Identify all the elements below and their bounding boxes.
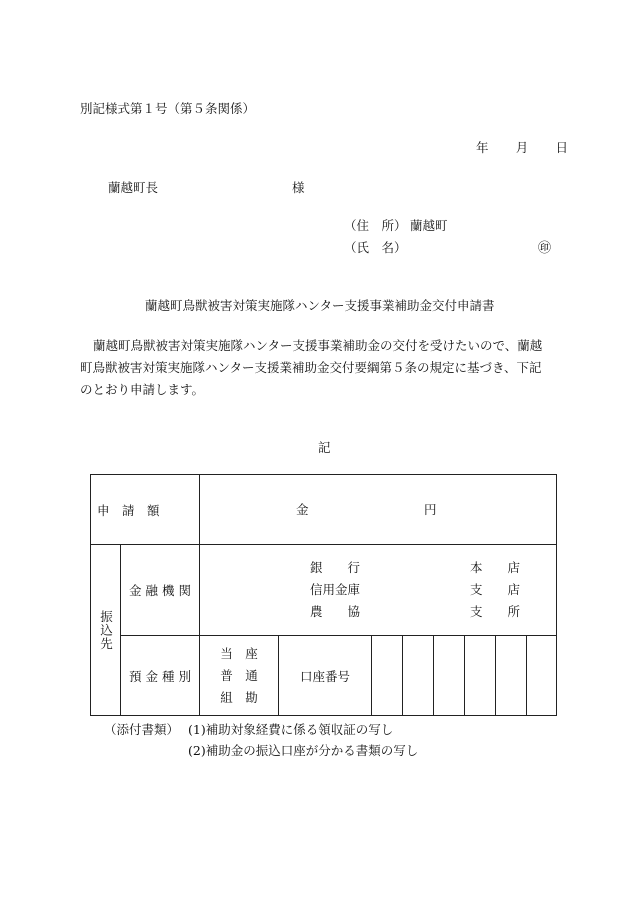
- attachment-item-2: (2)補助金の振込口座が分かる書類の写し: [188, 743, 419, 758]
- bank-label-cell: [121, 545, 200, 636]
- bank-type-shinkin: 信用金庫: [310, 582, 361, 597]
- transfer-label-cell: [91, 545, 121, 716]
- body-line-3: のとおり申請します。: [80, 382, 205, 397]
- bank-type-bank: 銀 行: [310, 560, 361, 575]
- date-year: 年: [476, 140, 489, 155]
- amount-kin: 金: [296, 501, 309, 517]
- amount-yen: 円: [424, 501, 437, 517]
- branch-type-main: 本 店: [470, 560, 521, 575]
- deposit-type-current: 当 座: [220, 645, 258, 661]
- amount-row: [91, 475, 557, 545]
- bank-type-nokyo: 農 協: [310, 604, 361, 619]
- account-digit-2[interactable]: [403, 636, 434, 716]
- deposit-row: [91, 636, 557, 716]
- body-line-2: 町鳥獣被害対策実施隊ハンター支援業補助金交付要綱第５条の規定に基づき、下記: [80, 360, 542, 375]
- account-digit-3[interactable]: [434, 636, 465, 716]
- date-line: [476, 138, 568, 156]
- deposit-type-ordinary: 普 通: [220, 667, 258, 683]
- branch-type-branch: 支 店: [470, 582, 521, 597]
- account-digit-5[interactable]: [496, 636, 527, 716]
- account-label-cell: [279, 636, 372, 716]
- account-label: 口座番号: [299, 668, 350, 684]
- account-digit-1[interactable]: [372, 636, 403, 716]
- account-digit-6[interactable]: [527, 636, 557, 716]
- amount-label: 申 請 額: [97, 502, 160, 518]
- attachments-label: （添付書類）: [104, 722, 180, 737]
- applicant-address-label: （住 所）: [344, 218, 407, 233]
- amount-label-cell: [91, 475, 200, 545]
- application-table: [90, 474, 557, 716]
- deposit-label-cell: [121, 636, 200, 716]
- ki-heading: 記: [318, 440, 331, 455]
- date-month: 月: [515, 140, 529, 155]
- addressee-name: 蘭越町長: [108, 180, 159, 195]
- addressee-honorific: 様: [292, 180, 305, 195]
- bank-value-cell[interactable]: [200, 545, 557, 636]
- bank-label: 金 融 機 関: [129, 583, 191, 598]
- branch-type-office: 支 所: [470, 604, 521, 619]
- amount-value-cell[interactable]: [200, 475, 557, 545]
- bank-row: [91, 545, 557, 636]
- account-digit-4[interactable]: [465, 636, 496, 716]
- date-day: 日: [555, 140, 568, 155]
- deposit-types-cell[interactable]: [200, 636, 279, 716]
- applicant-name-label: （氏 名）: [344, 240, 407, 255]
- attachment-item-1: (1)補助対象経費に係る領収証の写し: [188, 722, 394, 737]
- body-line-1: 蘭越町鳥獣被害対策実施隊ハンター支援事業補助金の交付を受けたいので、蘭越: [93, 338, 543, 353]
- applicant-address-value: 蘭越町: [410, 218, 448, 233]
- deposit-type-kumikan: 組 勘: [220, 689, 258, 705]
- document-title: 蘭越町鳥獣被害対策実施隊ハンター支援事業補助金交付申請書: [145, 298, 495, 313]
- deposit-label: 預 金 種 別: [129, 668, 191, 684]
- transfer-label: 振込先: [98, 609, 114, 651]
- seal-mark: ㊞: [538, 241, 552, 256]
- form-label: 別記様式第１号（第５条関係）: [80, 101, 256, 116]
